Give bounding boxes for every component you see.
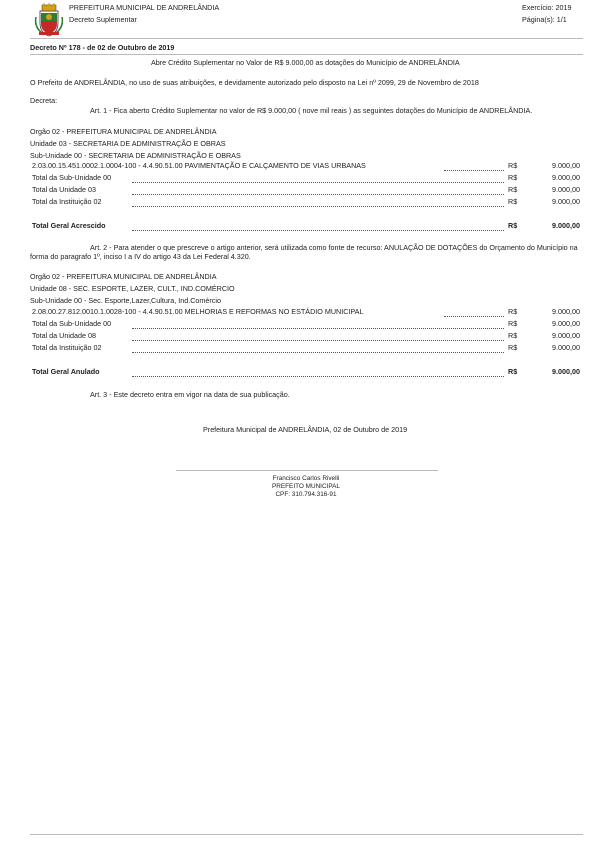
currency-label: R$ (508, 221, 518, 230)
row-value: 9.000,00 (552, 331, 580, 340)
header-divider (30, 38, 583, 39)
table-row (32, 343, 580, 353)
total-row (32, 367, 580, 377)
total-row (32, 221, 580, 231)
signature-line (176, 470, 438, 471)
dot-leader (132, 173, 504, 183)
org-name: PREFEITURA MUNICIPAL DE ANDRELÂNDIA (69, 3, 220, 12)
row-value: 9.000,00 (552, 343, 580, 352)
currency-label: R$ (508, 343, 518, 352)
section1-subunidade: Sub-Unidade 00 - SECRETARIA DE ADMINISTRAÇÃO E OBRAS (30, 151, 241, 160)
decree-title: Decreto Nº 178 - de 02 de Outubro de 2019 (30, 43, 175, 52)
document-type: Decreto Suplementar (69, 15, 137, 24)
row-label: Total da Unidade 03 (32, 185, 96, 194)
total-value: 9.000,00 (552, 367, 580, 376)
currency-label: R$ (508, 367, 518, 376)
row-value: 9.000,00 (552, 319, 580, 328)
section2-orgao: Orgão 02 - PREFEITURA MUNICIPAL DE ANDRELÂNDIA (30, 272, 217, 281)
table-row (32, 331, 580, 341)
currency-label: R$ (508, 161, 518, 170)
municipal-crest-icon (34, 3, 64, 37)
row-value: 9.000,00 (552, 307, 580, 316)
dot-leader (444, 161, 504, 171)
fiscal-year: Exercício: 2019 (522, 3, 572, 12)
currency-label: R$ (508, 331, 518, 340)
table-row (32, 319, 580, 329)
dot-leader (132, 319, 504, 329)
footer-divider (30, 834, 583, 835)
place-date: Prefeitura Municipal de ANDRELÂNDIA, 02 de Outubro de 2019 (203, 425, 408, 434)
table-row (32, 185, 580, 195)
row-value: 9.000,00 (552, 161, 580, 170)
currency-label: R$ (508, 185, 518, 194)
table-row (32, 307, 580, 317)
dot-leader (132, 367, 504, 377)
section2-unidade: Unidade 08 - SEC. ESPORTE, LAZER, CULT., IND.COMÉRCIO (30, 284, 235, 293)
row-label: 2.03.00.15.451.0002.1.0004-100 - 4.4.90.51.00 PAVIMENTAÇÃO E CALÇAMENTO DE VIAS URBANAS (32, 161, 366, 170)
signatory-name: Francisco Carlos Rivelli (272, 475, 340, 482)
article-1: Art. 1 - Fica aberto Crédito Suplementar no valor de R$ 9.000,00 ( nove mil reais ) as seguintes dotações do Município de ANDRELÂNDIA. (90, 106, 533, 115)
dot-leader (132, 221, 504, 231)
signatory-cpf: CPF: 310.794.316-91 (275, 491, 337, 498)
signatory-role: PREFEITO MUNICIPAL (272, 483, 340, 490)
currency-label: R$ (508, 197, 518, 206)
section1-unidade: Unidade 03 - SECRETARIA DE ADMINISTRAÇÃO E OBRAS (30, 139, 226, 148)
row-label: 2.08.00.27.812.0010.1.0028-100 - 4.4.90.51.00 MELHORIAS E REFORMAS NO ESTÁDIO MUNICIPAL (32, 307, 364, 316)
preamble: O Prefeito de ANDRELÂNDIA, no uso de suas atribuições, e devidamente autorizado pelo disposto na Lei nº 2099, 29 de Novembro de 2018 (30, 78, 479, 87)
page-count: Página(s): 1/1 (522, 15, 567, 24)
row-label: Total da Instituição 02 (32, 197, 102, 206)
row-value: 9.000,00 (552, 173, 580, 182)
row-value: 9.000,00 (552, 197, 580, 206)
dot-leader (132, 197, 504, 207)
currency-label: R$ (508, 307, 518, 316)
title-divider (30, 54, 583, 55)
currency-label: R$ (508, 319, 518, 328)
table-row (32, 173, 580, 183)
decree-subtitle: Abre Crédito Suplementar no Valor de R$ 9.000,00 as dotações do Município de ANDRELÂNDIA (151, 58, 460, 67)
decreta-label: Decreta: (30, 96, 58, 105)
row-label: Total da Sub-Unidade 00 (32, 173, 112, 182)
section2-subunidade: Sub-Unidade 00 - Sec. Esporte,Lazer,Cultura, Ind.Comércio (30, 296, 221, 305)
row-label: Total da Instituição 02 (32, 343, 102, 352)
currency-label: R$ (508, 173, 518, 182)
total-label: Total Geral Anulado (32, 367, 100, 376)
row-value: 9.000,00 (552, 185, 580, 194)
table-row (32, 197, 580, 207)
row-label: Total da Unidade 08 (32, 331, 96, 340)
section1-orgao: Orgão 02 - PREFEITURA MUNICIPAL DE ANDRELÂNDIA (30, 127, 217, 136)
total-label: Total Geral Acrescido (32, 221, 106, 230)
dot-leader (444, 307, 504, 317)
table-row (32, 161, 580, 171)
dot-leader (132, 185, 504, 195)
dot-leader (132, 343, 504, 353)
dot-leader (132, 331, 504, 341)
article-3: Art. 3 - Este decreto entra em vigor na data de sua publicação. (90, 390, 290, 399)
row-label: Total da Sub-Unidade 00 (32, 319, 112, 328)
total-value: 9.000,00 (552, 221, 580, 230)
article-2: Art. 2 - Para atender o que prescreve o artigo anterior, será utilizada como fonte de recurso: ANULAÇÃO DE DOTAÇÕES do Orçamento do Município na forma do paragrafo 1º, inciso I a IV do artigo 43 da Lei Federal 4.320. (30, 243, 578, 261)
